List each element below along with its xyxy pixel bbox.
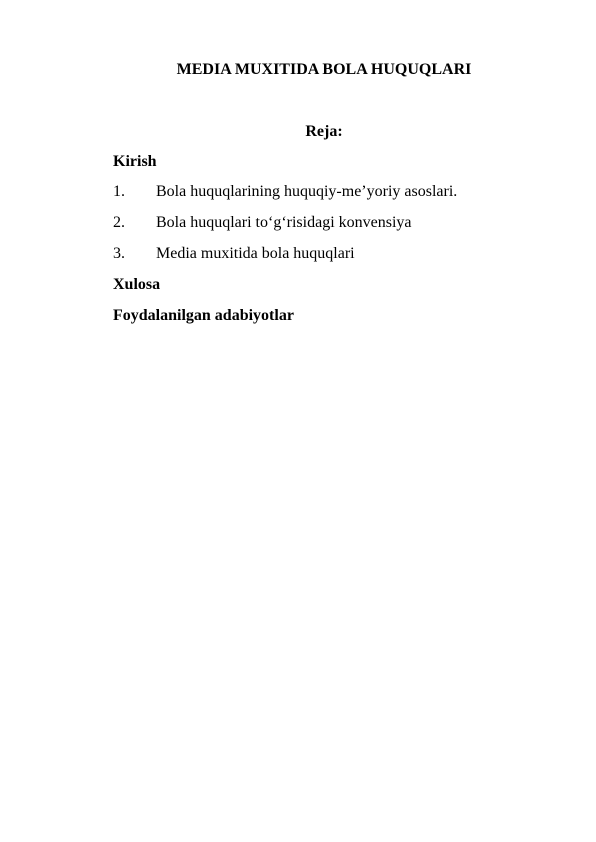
page-title: MEDIA MUXITIDA BOLA HUQUQLARI [176, 61, 472, 78]
intro-heading: Kirish [113, 153, 157, 170]
list-item-number: 3. [113, 245, 125, 262]
list-item-number: 2. [113, 214, 125, 231]
references-heading: Foydalanilgan adabiyotlar [113, 307, 294, 324]
list-item-text: Bola huquqlari to‘g‘risidagi konvensiya [156, 214, 412, 231]
plan-heading: Reja: [305, 123, 343, 140]
list-item-number: 1. [113, 183, 125, 200]
conclusion-heading: Xulosa [113, 276, 161, 293]
list-item-text: Bola huquqlarining huquqiy-me’yoriy asoslari. [156, 183, 458, 200]
list-item-text: Media muxitida bola huquqlari [156, 245, 355, 262]
